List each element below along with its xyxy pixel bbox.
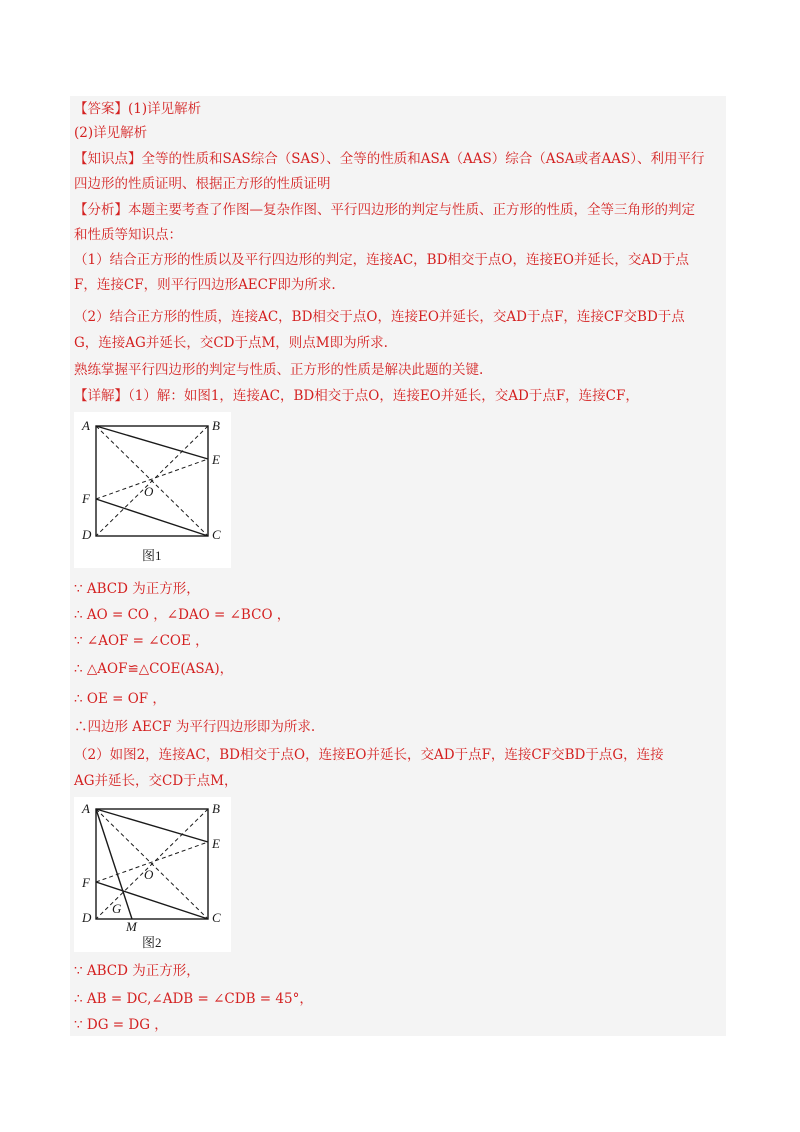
label-g: G bbox=[112, 901, 122, 916]
part2-line-1: （2）如图2，连接AC，BD相交于点O，连接EO并延长，交AD于点F，连接CF交BD于点G，连接 bbox=[74, 747, 664, 763]
label-m: M bbox=[126, 919, 137, 934]
analysis-line-7: 熟练掌握平行四边形的判定与性质、正方形的性质是解决此题的关键. bbox=[74, 362, 484, 378]
label-o: O bbox=[144, 867, 154, 882]
analysis-line-4: F，连接CF，则平行四边形AECF即为所求. bbox=[74, 277, 336, 293]
proof2-line-1: ∵ ABCD 为正方形， bbox=[74, 963, 200, 979]
analysis-line-1: 【分析】本题主要考查了作图—复杂作图、平行四边形的判定与性质、正方形的性质，全等三角形的判定 bbox=[74, 202, 695, 218]
analysis-line-3: （1）结合正方形的性质以及平行四边形的判定，连接AC，BD相交于点O，连接EO并延长，交AD于点 bbox=[74, 252, 689, 268]
proof2-line-2: ∴ AB = DC,∠ADB = ∠CDB = 45°， bbox=[74, 991, 313, 1007]
figure-1-caption: 图1 bbox=[142, 548, 162, 563]
knowledge-line-1: 【知识点】全等的性质和SAS综合（SAS）、全等的性质和ASA（AAS）综合（ASA或者AAS）、利用平行 bbox=[74, 151, 705, 167]
label-f: F bbox=[82, 491, 90, 506]
proof1-line-6: ∴四边形 AECF 为平行四边形即为所求. bbox=[74, 719, 316, 735]
label-d: D bbox=[82, 910, 92, 925]
label-b: B bbox=[212, 801, 220, 816]
label-b: B bbox=[212, 418, 220, 433]
analysis-line-5: （2）结合正方形的性质，连接AC，BD相交于点O，连接EO并延长，交AD于点F，连接CF交BD于点 bbox=[74, 309, 685, 325]
proof1-line-1: ∵ ABCD 为正方形， bbox=[74, 581, 200, 597]
label-c: C bbox=[212, 527, 221, 542]
analysis-line-2: 和性质等知识点： bbox=[74, 227, 182, 243]
label-d: D bbox=[82, 527, 92, 542]
proof1-line-2: ∴ AO = CO ，∠DAO = ∠BCO ， bbox=[74, 607, 291, 623]
label-c: C bbox=[212, 910, 221, 925]
proof1-line-4: ∴ △AOF≌△COE(ASA)， bbox=[74, 661, 234, 677]
label-o: O bbox=[144, 484, 154, 499]
label-a: A bbox=[82, 418, 90, 433]
part2-line-2: AG并延长，交CD于点M， bbox=[74, 773, 238, 789]
knowledge-line-2: 四边形的性质证明、根据正方形的性质证明 bbox=[74, 176, 331, 192]
analysis-line-6: G，连接AG并延长，交CD于点M，则点M即为所求. bbox=[74, 335, 388, 351]
figure-2-caption: 图2 bbox=[142, 935, 162, 950]
label-f: F bbox=[82, 875, 90, 890]
proof1-line-3: ∵ ∠AOF = ∠COE ， bbox=[74, 633, 209, 649]
answer-line-2: (2)详见解析 bbox=[74, 125, 148, 141]
answer-line: 【答案】(1)详见解析 bbox=[74, 101, 202, 117]
label-e: E bbox=[212, 836, 220, 851]
label-a: A bbox=[82, 801, 90, 816]
figure-1 bbox=[74, 412, 231, 568]
figure-2 bbox=[74, 797, 231, 952]
label-e: E bbox=[212, 452, 220, 467]
proof1-line-5: ∴ OE = OF ， bbox=[74, 691, 166, 707]
proof2-line-3: ∵ DG = DG ， bbox=[74, 1017, 168, 1033]
detail-line-1: 【详解】（1）解：如图1，连接AC，BD相交于点O，连接EO并延长，交AD于点F，连接CF， bbox=[74, 388, 639, 404]
